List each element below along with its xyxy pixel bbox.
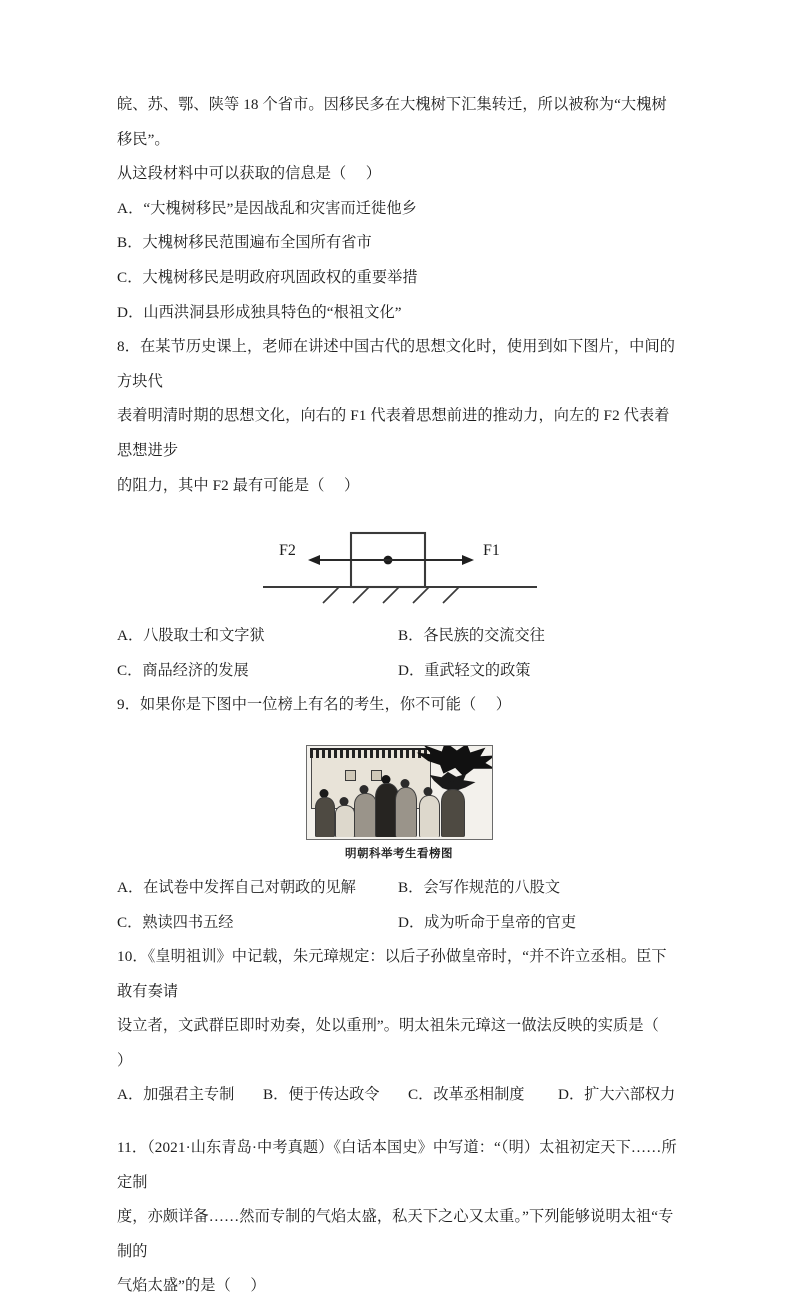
q8-option-d: D．重武轻文的政策 bbox=[398, 661, 531, 679]
q9-options-row-2 bbox=[117, 906, 681, 941]
q10-stem-line-1: 10．《皇明祖训》中记载，朱元璋规定：以后子孙做皇帝时，“并不许立丞相。臣下敢有奏请 bbox=[117, 948, 667, 1000]
force-diagram-svg bbox=[249, 517, 549, 613]
ming-exam-illustration bbox=[306, 745, 493, 840]
q9-stem: 9．如果你是下图中一位榜上有名的考生，你不可能（ ） bbox=[117, 696, 512, 714]
spacer-after-figure bbox=[117, 861, 681, 871]
q7-option-a: A．“大槐树移民”是因战乱和灾害而迁徙他乡 bbox=[117, 199, 417, 217]
q9-option-b: B．会写作规范的八股文 bbox=[398, 878, 561, 896]
q10-option-a: A．加强君主专制 bbox=[117, 1086, 235, 1104]
figure-person-1 bbox=[315, 789, 333, 837]
q9-options-row-1 bbox=[117, 871, 681, 906]
figure-person-2 bbox=[335, 797, 353, 837]
q10-option-d: D．扩大六部权力 bbox=[558, 1086, 676, 1104]
f1-arrow-head bbox=[462, 555, 474, 565]
q8-options-row-1 bbox=[117, 619, 681, 654]
q8-option-c: C．商品经济的发展 bbox=[117, 661, 249, 679]
q9-option-c: C．熟读四书五经 bbox=[117, 913, 234, 931]
q7-continuation-line-2: 从这段材料中可以获取的信息是（ ） bbox=[117, 165, 382, 183]
q10-stem-line-2: 设立者，文武群臣即时劝奏，处以重刑”。明太祖朱元璋这一做法反映的实质是（ ） bbox=[117, 1017, 679, 1069]
q7-option-b: B．大槐树移民范围遍布全国所有省市 bbox=[117, 234, 372, 252]
q9-option-d: D．成为听命于皇帝的官吏 bbox=[398, 913, 577, 931]
q7-continuation-line-1: 皖、苏、鄂、陕等 18 个省市。因移民多在大槐树下汇集转迁，所以被称为“大槐树移民”。 bbox=[117, 96, 667, 148]
q11-stem-line-1: 11．（2021·山东青岛·中考真题）《白话本国史》中写道：“（明）太祖初定天下……所定制 bbox=[117, 1139, 677, 1191]
roof-eave bbox=[310, 748, 432, 758]
q7-option-d: D．山西洪洞县形成独具特色的“根祖文化” bbox=[117, 303, 402, 321]
q8-stem-line-3: 的阻力，其中 F2 最有可能是（ ） bbox=[117, 476, 360, 494]
q11-stem-line-3: 气焰太盛”的是（ ） bbox=[117, 1277, 266, 1295]
figure-person-4 bbox=[375, 775, 397, 837]
q9-figure bbox=[117, 745, 681, 861]
figure-person-3 bbox=[354, 785, 375, 837]
q9-figure-caption: 明朝科举考生看榜图 bbox=[345, 845, 453, 860]
q9-option-a: A．在试卷中发挥自己对朝政的见解 bbox=[117, 878, 356, 896]
q8-stem-line-1: 8．在某节历史课上，老师在讲述中国古代的思想文化时，使用到如下图片，中间的方块代 bbox=[117, 338, 676, 390]
q8-option-a: A．八股取士和文字狱 bbox=[117, 627, 265, 645]
q10-options-row bbox=[117, 1078, 681, 1113]
q8-option-b: B．各民族的交流交往 bbox=[398, 627, 545, 645]
figure-person-7 bbox=[441, 781, 463, 837]
notice-placard-left bbox=[345, 770, 356, 781]
q8-stem-line-2: 表着明清时期的思想文化，向右的 F1 代表着思想前进的推动力，向左的 F2 代表着思想进步 bbox=[117, 407, 670, 459]
f2-label: F2 bbox=[279, 542, 296, 560]
q8-options-row-2 bbox=[117, 654, 681, 689]
q11-stem-line-2: 度，亦颇详备……然而专制的气焰太盛，私天下之心又太重。”下列能够说明太祖“专制的 bbox=[117, 1208, 674, 1260]
q7-option-c: C．大槐树移民是明政府巩固政权的重要举措 bbox=[117, 268, 418, 286]
figure-person-5 bbox=[395, 779, 415, 837]
f2-arrow-head bbox=[308, 555, 320, 565]
q10-option-b: B．便于传达政令 bbox=[263, 1086, 380, 1104]
ground-hatching bbox=[323, 587, 459, 603]
f1-label: F1 bbox=[483, 542, 500, 560]
q8-force-diagram bbox=[117, 517, 681, 613]
spacer-before-q11 bbox=[117, 1113, 681, 1131]
q10-option-c: C．改革丞相制度 bbox=[408, 1086, 525, 1104]
figure-person-6 bbox=[419, 787, 438, 837]
